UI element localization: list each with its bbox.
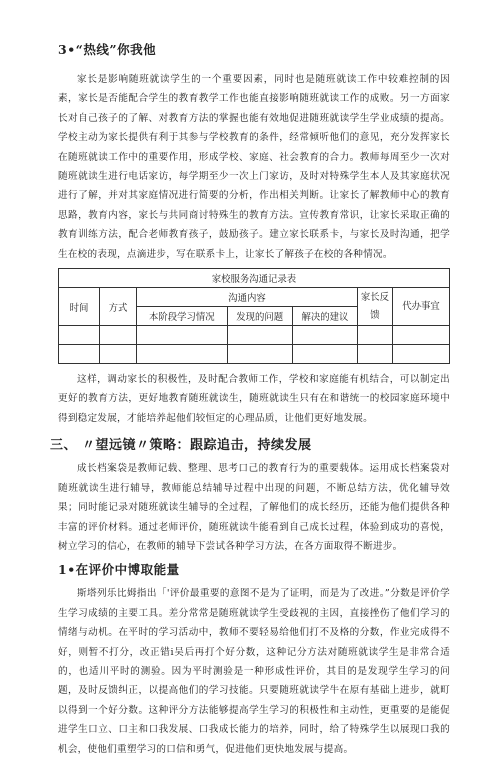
paragraph-cooperation: 这样，调动家长的积极性，及时配合教师工作，学校和家庭能有机结合，可以制定出更好的教育方法，更好地教育随班就读生，随班就读生只有在和谐统一的校园家庭环境中得到稳定发展，才能培养起他们较恒定的心理品质，让他们更好地发展。 — [58, 374, 450, 424]
col-method: 方式 — [100, 288, 137, 326]
col-problems: 发现的问题 — [227, 307, 292, 326]
section-heading-telescope: 三、 〃望远镜〃策略：跟踪追击，持续发展 — [50, 438, 312, 454]
subheading-evaluation: 1•在评价中博取能量 — [58, 562, 180, 578]
table-row — [59, 345, 450, 364]
communication-record-table — [58, 268, 450, 364]
col-communication: 沟通内容 — [137, 288, 358, 307]
col-feedback: 家长反馈 — [358, 288, 393, 326]
col-time: 时间 — [59, 288, 100, 326]
document-page — [50, 30, 450, 759]
col-suggestions: 解决的建议 — [292, 307, 357, 326]
table-title: 家校服务沟通记录表 — [59, 269, 450, 288]
table-row — [59, 326, 450, 345]
paragraph-parents: 家长是影响随班就读学生的一个重要因素，同时也是随班就读工作中较难控制的因素，家长是否能配合学生的教育教学工作也能直接影响随班就读工作的成败。另一方面家长对自己孩子的了解、对教育方法的掌握也能有效地促进随班就读学生学业成绩的提高。学校主动为家长提供有利于其参与学校教育的条件，经常倾听他们的意见，充分发挥家长在随班就读工作中的重要作用，形成学校、家庭、社会教育的合力。教师每周至少一次对随班就读生进行电话家访，每学期至少一次上门家访，及时对特殊学生本人及其家庭状况进行了解，并对其家庭情况进行简要的分析，作出相关判断。让家长了解教师中心的教育思路，教育内容，家长与共同商讨特殊生的教育方法。宣传教育常识，让家长采取正确的教育训练方法，配合老师教育孩子，鼓励孩子。建立家长联系卡，与家长及时沟通，把学生在校的表现，点滴进步，写在联系卡上，让家长了解孩子在校的各种情况。 — [58, 74, 450, 260]
col-matters: 代办事宜 — [393, 288, 450, 326]
paragraph-evaluation: 斯塔列乐比姆指出「'评价最重要的意图不是为了证明，而是为了改进。”分数是评价学生学习成绩的主要工具。差分常常是随班就读学生受歧视的主因，直接挫伤了他们学习的情绪与动机。在平时的学习活动中，教师不要轻易给他们打不及格的分数，作业完成得不好，则暂不打分，改正错i吴后再打个好分数，这种记分方法对随班就读学生是非常合适的，也适川平时的测验。因为平时测验是一种形成性评价，其目的是发现学生学习的问题，及时反馈纠正，以提高他们的学习技能。只要随班就读学牛在原有基础上进步，就町以得到一个好分数。这种评分方法能够提高学生学习的积极性和主动性，更重要的是能促进学生口立、口主和口我发展、口我成长能力的培养，同时，给了特殊学生以展现口我的机会，使他们重塑学习的口信和勇气，促进他们更快地发展与提高。 — [58, 588, 450, 755]
paragraph-portfolio: 成长档案袋是教师记载、整理、思考口己的教育行为的重要载体。运用成长档案袋对随班就读生进行辅导，教师能总结辅导过程中出现的问题，不断总结方法，优化辅导效果；同时能记录对随班就读生辅导的全过程，了解他们的成长经历，还能为他们提供各种丰富的评价材料。通过老师评价，随班就读牛能看到自己成长过程，体验到成功的喜悦，树立学习的信心，在教师的辅导下尝试各种学习方法，在各方面取得不断进步。 — [58, 463, 450, 552]
col-learning-status: 本阶段学习情况 — [137, 307, 228, 326]
section-heading-hotline: 3•“热线”你我他 — [58, 42, 157, 57]
